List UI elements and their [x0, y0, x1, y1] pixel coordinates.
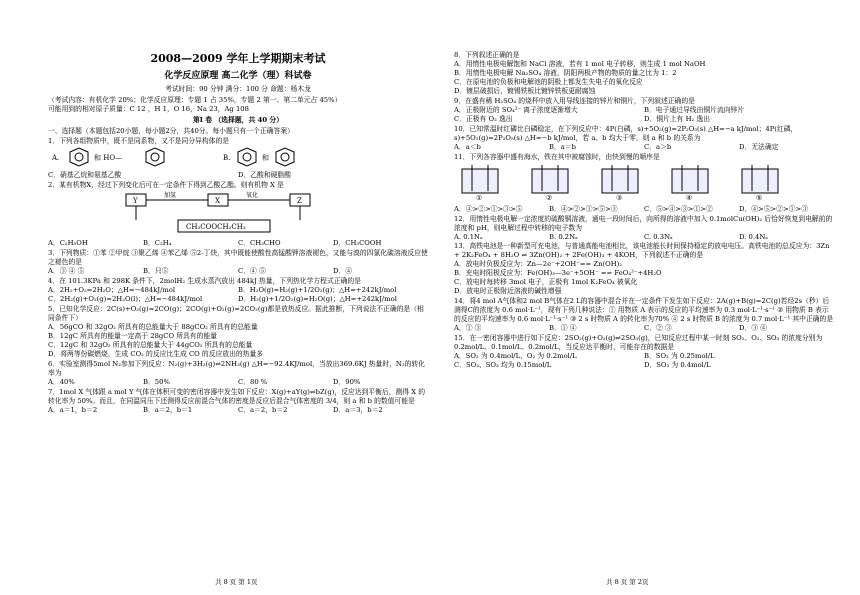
- q2-figure: [48, 190, 428, 236]
- option-item: B．④>②>①>⑤>③: [549, 204, 618, 213]
- option-item: B．SO₂ 为 0.25mol/L: [644, 352, 715, 361]
- option-item: C. 0.3Nₐ: [644, 232, 673, 241]
- option-item: A．a＜b: [454, 142, 481, 151]
- q1-figure: [48, 146, 428, 168]
- aromatic-circle: [151, 153, 159, 161]
- label-hydrogenate: 加氢: [164, 192, 177, 200]
- option-item: B．① ④: [549, 324, 577, 333]
- option-item: C．a＝2，b＝2: [238, 405, 288, 414]
- option-item: D．CH₃COOH: [333, 239, 382, 248]
- option-list: [48, 323, 428, 359]
- question-item: [48, 388, 428, 415]
- question-item: [454, 125, 834, 152]
- option-item: D．④: [333, 266, 353, 275]
- container-label: ③: [616, 193, 623, 202]
- option-item: D．④>⑤>②>①>③: [739, 204, 809, 213]
- acid-ring: [238, 148, 256, 166]
- beaker: [462, 169, 498, 193]
- left-column: [48, 52, 428, 415]
- beaker: [672, 169, 708, 193]
- option-item: D．H₂(g)+1/2O₂(g)=H₂O(g)；△H=+242kJ/mol: [238, 294, 397, 303]
- diacid-ring: [276, 148, 294, 166]
- container-label: ⑤: [756, 193, 763, 202]
- option-item: C．⑤>④>③>①>②: [644, 204, 713, 213]
- q1-text-b: 和 HO—: [94, 154, 123, 163]
- option-item: A．正极附近的 SO₄²⁻ 离子浓度逐渐增大: [454, 105, 578, 114]
- aromatic-circle: [75, 153, 83, 161]
- question-list-left: [48, 137, 428, 414]
- right-column: [454, 50, 834, 371]
- question-stem: 9．在盛有稀 H₂SO₄ 的烧杯中放入用导线连接的锌片和铜片，下列叙述正确的是: [454, 96, 695, 105]
- question-stem: 15．在一密闭容器中进行如下反应：2SO₂(g)+O₂(g)⇌2SO₃(g)，已知反应过程中某一时刻 SO₂、O₂、SO₃ 的浓度分别为 0.2mol/L、0.1mol/L、0.2mol/L，当反应达平衡时，可能存在的数据是: [454, 334, 823, 352]
- option-item: C．SO₂、SO₃ 均为 0.15mol/L: [454, 361, 552, 370]
- option-list: [454, 233, 834, 242]
- option-item: B．用惰性电极电解 Na₂SO₄ 溶液，阴阳两极产物的物质的量之比为 1：2: [454, 68, 677, 77]
- container-label: ④: [686, 193, 693, 202]
- question-stem: 5．已知化学反应：2C(s)+O₂(g)=2CO(g)；2CO(g)+O₂(g)=2CO₂(g)都是放热反应。据此推断，下列说法不正确的是（相同条件下）: [48, 304, 424, 322]
- option-item: D．SO₃ 为 0.4mol/L: [644, 361, 711, 370]
- option-list: [48, 378, 428, 387]
- option-list: [48, 239, 428, 248]
- q1-text-d: 和: [262, 154, 269, 163]
- question-stem: 7．1mol X 气体跟 a mol Y 气体在体积可变的密闭容器中发生如下反应：X(g)+aY(g)⇌bZ(g)，反应达到平衡后，测得 X 的转化率为 50%。而且，在同温同压下还测得反应前混合气体的密度是反应后混合气体密度的 3/4，则 a 和 b 的数值可能是: [48, 387, 426, 405]
- option-item: D．a＝3，b＝2: [333, 405, 383, 414]
- question-stem: 3．下列物质：①苯 ②甲烷 ③聚乙烯 ④苯乙烯 ⑤2-丁炔，其中既能使酸性高锰酸钾溶液褪色，又能与溴的四氯化碳溶液反应使之褪色的是: [48, 249, 428, 267]
- option-item: A．40%: [48, 377, 75, 386]
- option-item: A．用惰性电极电解饱和 NaCl 溶液，若有 1 mol 电子转移，则生成 1 mol NaOH: [454, 59, 706, 68]
- q1-label-a: A.: [52, 154, 60, 163]
- question-item: [48, 181, 428, 248]
- question-item: [48, 305, 428, 359]
- atomic-mass-note: 可能用到的相对原子质量：C 12 ，H 1，O 16，Na 23，Ag 108: [48, 105, 249, 114]
- question-item: [454, 97, 834, 124]
- phenol-ring: [146, 148, 164, 166]
- option-item: D．铜片上有 H₂ 逸出: [644, 114, 711, 123]
- product-label: CH₃COOCH₂CH₃: [186, 223, 246, 232]
- question-item: [454, 153, 834, 214]
- option-item: C．② ③: [644, 324, 672, 333]
- option-item: D．乙酸和硬脂酸: [238, 171, 292, 180]
- option-item: C．④ ⑤: [238, 266, 266, 275]
- option-item: C．a＞b: [644, 142, 672, 151]
- question-item: [454, 215, 834, 242]
- option-item: A．SO₂ 为 0.4mol/L、O₂ 为 0.2mol/L: [454, 352, 577, 361]
- question-item: [454, 51, 834, 96]
- option-item: B．只⑤: [143, 266, 169, 275]
- aromatic-circle: [281, 153, 289, 161]
- option-item: D．镀层破损后，镀锡铁板比镀锌铁板更耐腐蚀: [454, 86, 596, 95]
- question-stem: 12．用惰性电极电解一定浓度的硫酸铜溶液，通电一段时间后，向所得的溶液中加入 0.1molCu(OH)₂ 后恰好恢复到电解前的浓度和 pH，则电解过程中转移的电子数为: [454, 214, 833, 232]
- option-item: B．电子通过导线由铜片流向锌片: [644, 105, 745, 114]
- question-item: [454, 334, 834, 370]
- aromatic-circle: [243, 153, 251, 161]
- label-oxidize: 氧化: [246, 192, 259, 200]
- beaker: [532, 169, 568, 193]
- option-item: D. 0.4Nₐ: [739, 232, 768, 241]
- page-footer-right: 共 8 页 第 2页: [606, 578, 649, 586]
- option-item: B．充电时阳极反应为：Fe(OH)₃—3e⁻+5OH⁻ == FeO₄²⁻+4H₂O: [454, 269, 662, 278]
- option-item: D．③ ④: [739, 324, 768, 333]
- q11-figure: [454, 162, 834, 202]
- option-item: C．12gC 和 32gO₂ 所具有的总能量大于 44gCO₂ 所具有的总能量: [48, 340, 253, 349]
- benzene-ring: [70, 148, 88, 166]
- container-label: ②: [546, 193, 553, 202]
- question-stem: 11．下列各容器中盛有海水，铁在其中被腐蚀时，由快到慢的顺序是: [454, 152, 660, 161]
- question-item: [48, 137, 428, 180]
- question-stem: 14．将4 mol A气体和2 mol B气体在2 L的容器中混合并在一定条件下发生如下反应：2A(g)+B(g)=2C(g)若经2s（秒）后测得C的浓度为 0.6 mol·L⁻¹，现有下列几种说法：① 用物质 A 表示的反应的平均速率为 0.3 mol·L⁻¹·s⁻¹ ② 用物质 B 表示的反应的平均速率为 0.6 mol·L⁻¹·s⁻¹ ③ 2 s 时物质 A 的转化率为70% ④ 2 s 时物质 B 的浓度为 0.7 mol·L⁻¹ 其中正确的是: [454, 297, 834, 324]
- scope-note: （考试内容：有机化学 20%；化学反应原理：专题 1 占 35%，专题 2 第一、第二单元占 45%）: [48, 96, 342, 105]
- option-list: [454, 60, 834, 96]
- option-item: B. 0.2Nₐ: [549, 232, 578, 241]
- option-item: A．56gCO 和 32gO₂ 所具有的总能量大于 88gCO₂ 所具有的总能量: [48, 322, 258, 331]
- question-stem: 4．在 101.3KPa 和 298K 条件下，2molH₂ 生成水蒸汽放出 484kJ 热量，下列热化学方程式正确的是: [48, 276, 361, 285]
- question-stem: 8．下列叙述正确的是: [454, 51, 520, 59]
- question-stem: 13．高铁电池是一种新型可充电池，与普通高能电池相比，该电池能长时间保持稳定的放电电压。高铁电池的总反应为：3Zn + 2K₂FeO₄ + 8H₂O ⇌ 3Zn(OH)₂ + 2Fe(OH)₃ + 4KOH，下列叙述不正确的是: [454, 242, 830, 260]
- option-list: [48, 267, 428, 276]
- option-item: C．放电时每转移 3mol 电子，正极有 1mol K₂FeO₄ 被氧化: [454, 278, 638, 287]
- option-item: C．正极有 O₂ 逸出: [454, 114, 513, 123]
- option-list: [454, 324, 834, 333]
- option-item: A．① ③: [454, 324, 482, 333]
- question-item: [454, 242, 834, 296]
- option-item: A. 0.1Nₐ: [454, 232, 483, 241]
- exam-subtitle: 化学反应原理 高二化学（理）科试卷: [164, 70, 312, 81]
- option-item: C．CH₃CHO: [238, 239, 281, 248]
- option-item: D．90%: [333, 377, 361, 386]
- option-item: A．③ ④ ⑤: [48, 266, 85, 275]
- q1-label-b: B.: [223, 154, 231, 163]
- exam-title: 2008—2009 学年上学期期末考试: [150, 52, 326, 65]
- option-list: [48, 406, 428, 415]
- option-item: B．a＝b: [549, 142, 576, 151]
- option-item: D．将两等份碳燃烧，生成 CO₂ 的反应比生成 CO 的反应放出的热量多: [48, 349, 264, 358]
- option-item: B．C₂H₄: [143, 239, 172, 248]
- question-item: [48, 360, 428, 387]
- question-item: [454, 297, 834, 333]
- option-list: [48, 171, 428, 180]
- option-item: C．2H₂(g)+O₂(g)=2H₂O(l)；△H=−484kJ/mol: [48, 294, 203, 303]
- option-list: [454, 143, 834, 152]
- beaker: [742, 169, 778, 193]
- option-list: [48, 286, 428, 304]
- option-item: D．无法确定: [739, 142, 779, 151]
- question-item: [48, 249, 428, 276]
- option-item: B．H₂O(g)=H₂(g)+1/2O₂(g)；△H=+242kJ/mol: [238, 285, 397, 294]
- question-list-right: [454, 51, 834, 370]
- label-y: Y: [133, 197, 138, 206]
- option-item: C．80 %: [238, 377, 268, 386]
- option-item: A．a＝1，b＝2: [48, 405, 98, 414]
- container-label: ①: [476, 193, 483, 202]
- option-item: D．放电时正极附近溶液的碱性增强: [454, 287, 562, 296]
- label-z: Z: [297, 197, 302, 206]
- label-x: X: [215, 197, 220, 206]
- section-heading: 第Ⅰ 卷 （选择题，共 40 分）: [192, 116, 284, 125]
- option-item: A．2H₂+O₂=2H₂O；△H=−484kJ/mol: [48, 285, 176, 294]
- option-item: A．④>②>①>③>⑤: [454, 204, 523, 213]
- option-item: C．硝基乙烷和氨基乙酸: [48, 171, 122, 180]
- question-stem: 2．某有机物X，经过下列变化后可在一定条件下得到乙酸乙酯。则有机物 X 是: [48, 181, 284, 190]
- option-list: [454, 205, 834, 214]
- beaker: [602, 169, 638, 193]
- question-stem: 6．实验室测得5mol N₂参加下列反应：N₂(g)+3H₂(g)⇌2NH₃(g) △H=−92.4KJ/mol，当放出369.6KJ 热量时，N₂的转化率为: [48, 359, 425, 377]
- exam-meta: 考试时间：90 分钟 满分：100 分 命题：杨木龙: [165, 85, 311, 94]
- page-footer-left: 共 8 页 第 1页: [215, 578, 258, 586]
- question-stem: 10．已知常温时红磷比白磷稳定，在下列反应中：4P(白磷，s)+5O₂(g)=2P₂O₅(s) △H=−a kJ/mol；4P(红磷，s)+5O₂(g)=2P₂O₅(s) △H=−b kJ/mol，若 a、b 均大于零，则 a 和 b 的关系为: [454, 124, 798, 142]
- option-item: B．12gC 所具有的能量一定高于 28gCO 所具有的能量: [48, 331, 217, 340]
- option-list: [454, 106, 834, 124]
- question-stem: 1．下列各组物质中，既不是同系物，又不是同分异构体的是: [48, 137, 230, 146]
- option-list: [454, 352, 834, 370]
- option-item: B．a＝2，b＝1: [143, 405, 193, 414]
- option-item: B．50%: [143, 377, 170, 386]
- option-list: [454, 260, 834, 296]
- option-item: A．放电时负极反应为：Zn—2e⁻+2OH⁻== Zn(OH)₂: [454, 260, 622, 269]
- question-item: [48, 277, 428, 304]
- option-item: C．在原电池的负极和电解池的阴极上都发生失电子的氧化反应: [454, 77, 643, 86]
- section-instructions: 一、选择题（本题包括20小题，每小题2分，共40分。每小题只有一个正确答案）: [48, 127, 294, 136]
- option-item: A．C₂H₅OH: [48, 239, 88, 248]
